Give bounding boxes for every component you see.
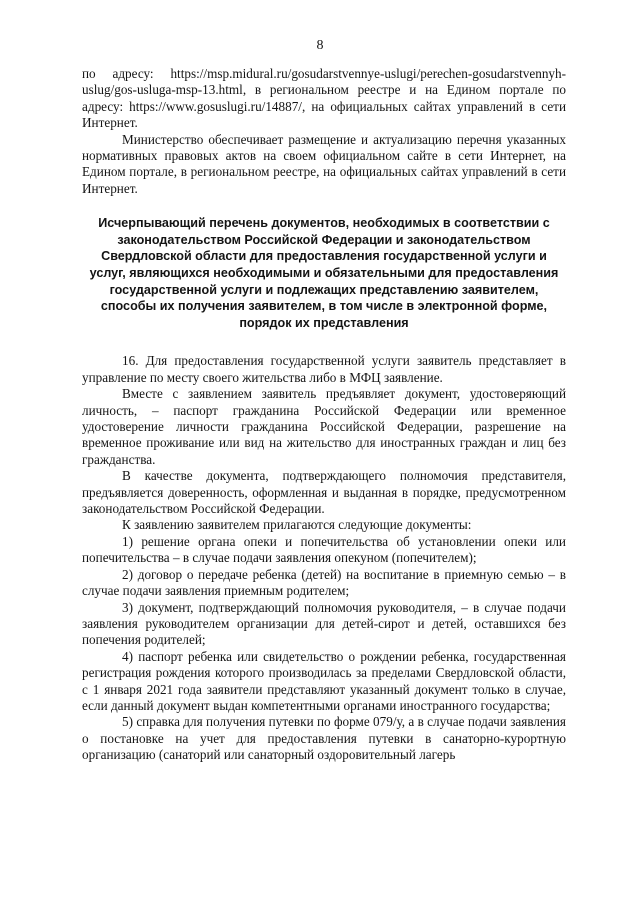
paragraph-16: 16. Для предоставления государственной услуги заявитель представляет в управление по месту своего жительства либо в МФЦ заявление.: [82, 353, 566, 385]
intro-paragraph-2: Министерство обеспечивает размещение и актуализацию перечня указанных нормативных правовых актов на своем официальном сайте в сети Интернет, на Едином портале, в региональном реестре, на официальных сайтах управлений в сети Интернет.: [82, 131, 566, 196]
paragraph-representative: В качестве документа, подтверждающего полномочия представителя, предъявляется доверенность, оформленная и выданная в порядке, предусмотренном законодательством Российской Федерации.: [82, 468, 566, 517]
list-item-1: 1) решение органа опеки и попечительства об установлении опеки или попечительства – в случае подачи заявления опекуном (попечителем);: [82, 533, 566, 566]
list-item-5: 5) справка для получения путевки по форме 079/у, а в случае подачи заявления о постановке на учет для предоставления путевки в санаторно-курортную организацию (санаторий или санаторный оздоровительный лагерь: [82, 714, 566, 763]
list-item-2: 2) договор о передаче ребенка (детей) на воспитание в приемную семью – в случае подачи заявления приемным родителем;: [82, 566, 566, 599]
paragraph-identity-document: Вместе с заявлением заявитель предъявляет документ, удостоверяющий личность, – паспорт гражданина Российской Федерации или временное удостоверение личности гражданина Российской Федерации, разрешение на временное проживание или вид на жительство для иностранных граждан и лиц без гражданства.: [82, 386, 566, 467]
section-heading: Исчерпывающий перечень документов, необходимых в соответствии с законодательством Российской Федерации и законодательством Свердловской области для предоставления государственной услуги и услуг, являющихся необходимыми и обязательными для предоставления государственной услуги и подлежащих представлению заявителем, способы их получения заявителем, в том числе в электронной форме, порядок их представления: [89, 216, 559, 330]
list-item-3: 3) документ, подтверждающий полномочия руководителя, – в случае подачи заявления руководителем организации для детей-сирот и детей, оставшихся без попечения родителей;: [82, 599, 566, 648]
paragraph-attachments-intro: К заявлению заявителем прилагаются следующие документы:: [122, 517, 472, 533]
page-number: 8: [316, 38, 324, 53]
intro-paragraph-1: по адресу: https://msp.midural.ru/gosudarstvennye-uslugi/perechen-gosudarstvennyh-uslug/gos-usluga-msp-13.html, в региональном реестре и на Едином портале по адресу: https://www.gosuslugi.ru/14887/, на официальных сайтах управлений в сети Интернет.: [82, 66, 566, 131]
document-body: [82, 66, 566, 764]
list-item-4: 4) паспорт ребенка или свидетельство о рождении ребенка, государственная регистрация рождения которого производилась за пределами Свердловской области, с 1 января 2021 года заявители представляют указанный документ только в случае, если данный документ выдан компетентными органами иностранного государства;: [82, 648, 566, 713]
